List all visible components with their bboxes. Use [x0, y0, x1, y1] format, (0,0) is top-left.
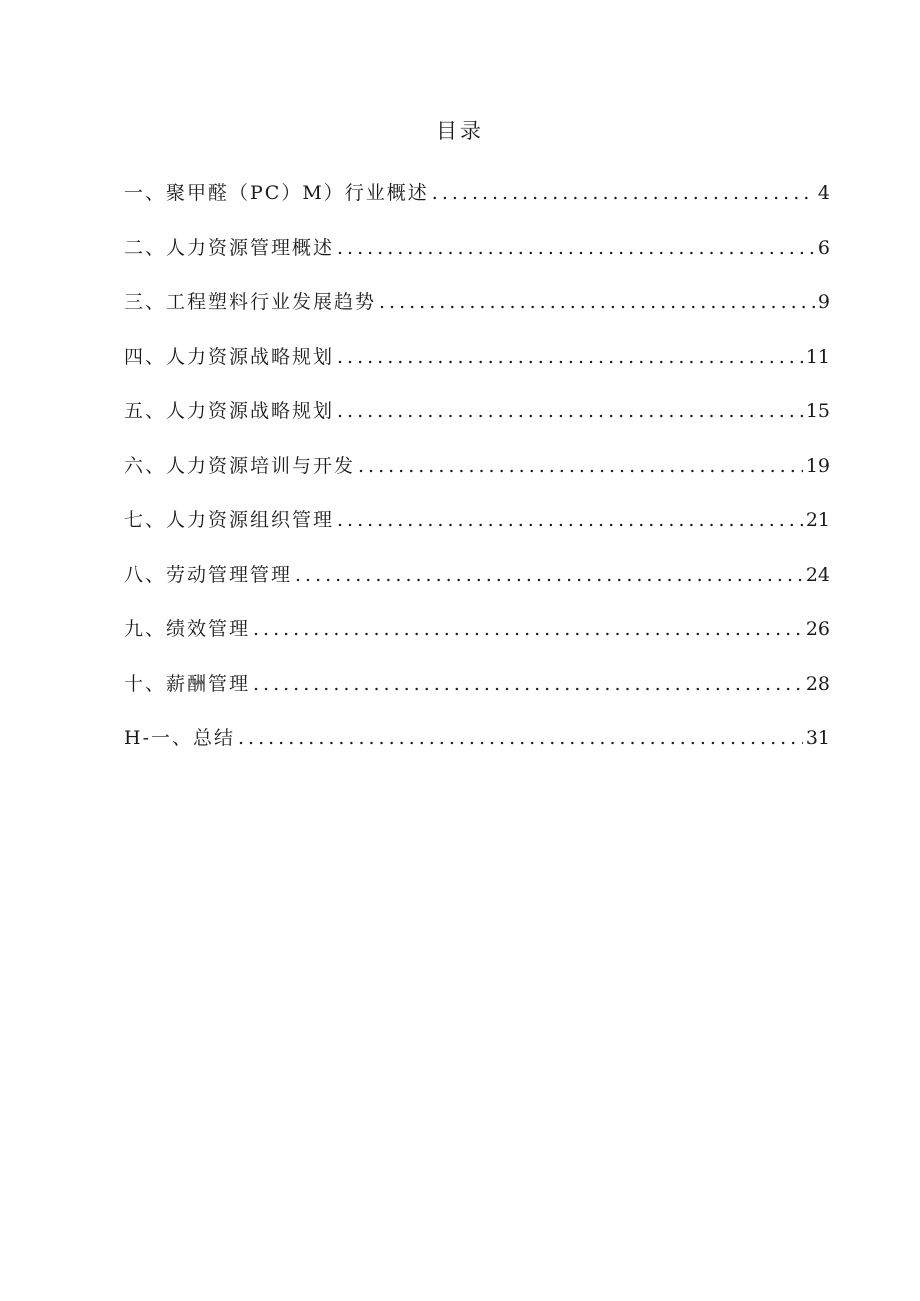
toc-page-number: 31: [805, 727, 830, 749]
toc-title: 目录: [436, 119, 484, 143]
toc-entry[interactable]: [124, 669, 830, 724]
toc-page-number: 6: [817, 236, 830, 259]
toc-page-number: 28: [805, 672, 830, 695]
toc-entry[interactable]: [124, 287, 830, 342]
toc-entry[interactable]: [124, 614, 830, 669]
toc-dot-leader: [337, 505, 803, 535]
toc-entry-label: 四、人力资源战略规划: [124, 345, 335, 368]
toc-page-number: 19: [805, 454, 830, 477]
toc-dot-leader: [337, 396, 803, 426]
toc-entry[interactable]: [124, 342, 830, 397]
toc-entry-label: 六、人力资源培训与开发: [124, 454, 356, 477]
toc-entry-label: 九、绩效管理: [124, 618, 251, 640]
toc-page-number: 21: [805, 509, 830, 531]
toc-entry[interactable]: [124, 560, 830, 615]
toc-page-number: 15: [805, 400, 830, 422]
toc-entry-label: 八、劳动管理管理: [124, 563, 293, 586]
toc-entry-label: H-一、总结: [124, 727, 235, 749]
toc-page-number: 11: [805, 345, 830, 368]
toc-entry-label: 一、聚甲醛（PC）M）行业概述: [124, 182, 429, 204]
toc-dot-leader: [253, 614, 803, 644]
toc-entry[interactable]: [124, 396, 830, 451]
toc-page-number: 24: [805, 563, 830, 586]
toc-page-number: 9: [817, 291, 830, 313]
toc-entry[interactable]: [124, 233, 830, 288]
toc-dot-leader: [337, 233, 815, 263]
toc-entry-label: 二、人力资源管理概述: [124, 236, 335, 259]
toc-dot-leader: [253, 669, 803, 699]
toc-entry-label: 三、工程塑料行业发展趋势: [124, 291, 377, 313]
toc-entry-label: 七、人力资源组织管理: [124, 509, 335, 531]
toc-dot-leader: [358, 451, 803, 481]
toc-page-number: 26: [805, 618, 830, 640]
toc-entry-label: 十、薪酬管理: [124, 672, 251, 695]
toc-entry[interactable]: [124, 178, 830, 233]
toc-dot-leader: [432, 178, 815, 208]
toc-entry-label: 五、人力资源战略规划: [124, 400, 335, 422]
table-of-contents: [124, 178, 830, 778]
toc-entry[interactable]: [124, 505, 830, 560]
toc-entry[interactable]: [124, 451, 830, 506]
toc-dot-leader: [238, 723, 803, 753]
toc-dot-leader: [337, 342, 803, 372]
toc-dot-leader: [295, 560, 803, 590]
toc-page-number: 4: [817, 182, 830, 204]
toc-entry[interactable]: [124, 723, 830, 778]
toc-dot-leader: [379, 287, 815, 317]
